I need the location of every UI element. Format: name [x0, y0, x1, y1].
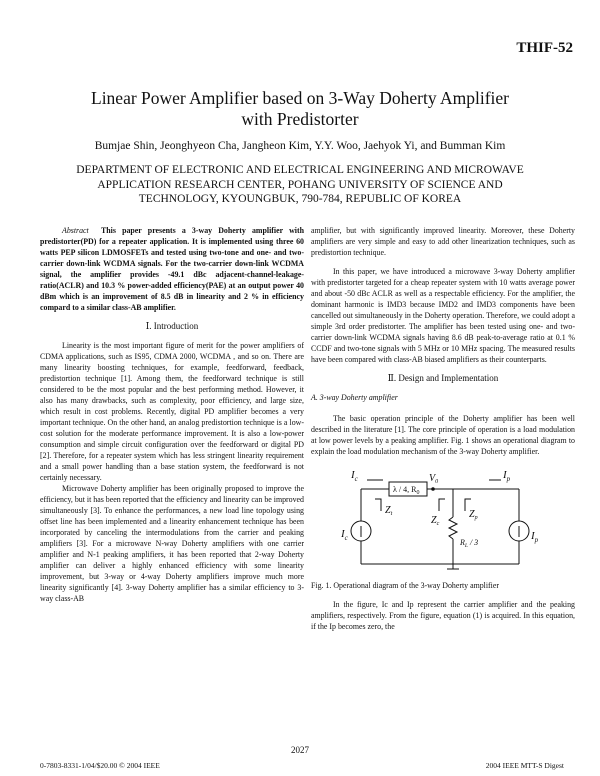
author-list: Bumjae Shin, Jeonghyeon Cha, Jangheon Kim, Y.Y. Woo, Jaehyok Yi, and Bumman Kim [94, 140, 506, 152]
paper-title [0, 88, 600, 130]
label-rl: $R_L / 3$ [460, 538, 479, 549]
section-heading-design: Ⅱ. Design and Implementation [387, 373, 499, 383]
zt-arrow [375, 499, 381, 511]
right-paragraph-3: The basic operation principle of the Doherty amplifier has been well described in the literature [1]. The core principle of operation is a load modulation at low power levels by a peaking amplifier. Fig. 1 shows an operational diagram to explain the load modulation mechanism of the 3-way Doherty amplifier. [311, 414, 575, 456]
section-heading-introduction: Ⅰ. Introduction [145, 321, 199, 331]
label-ic-source: $I_c$ [341, 528, 348, 542]
right-column [311, 225, 575, 632]
abstract [40, 225, 304, 313]
figure-1 [311, 469, 575, 574]
right-paragraph-4: In the figure, Ic and Ip represent the carrier amplifier and the peaking amplifiers, respectively. From the figure, equation (1) is acquired. In this equation, if the Ip becomes zero, the [311, 600, 575, 631]
right-paragraph-2: In this paper, we have introduced a microwave 3-way Doherty amplifier with predistorter targeted for a cheap repeater system with 10 watts average power and about -50 dBc ACLR as well as a respectable efficiency. For the amplifier, the dominant harmonic is IMD3 because IMD2 and IMD3 components have been cancelled out simultaneously in the Doherty operation. Therefore, we could adopt a simple 3rd order predistorter. The amplifier has been tested using one- and two-carrier down-link WCDMA signals having 8.6 dB peak-to-average ratio at 0.1 % CCDF and two-tone signals with 5 MHz or 10 MHz spacing. The measured results have been compared with class-AB biased amplifiers as their counterparts. [311, 267, 575, 364]
affiliation-line-2: APPLICATION RESEARCH CENTER, POHANG UNIVERSITY OF SCIENCE AND [97, 178, 503, 191]
affiliation [40, 163, 560, 207]
abstract-label: Abstract [62, 226, 89, 235]
label-tline: λ / 4, $R_0$ [393, 485, 420, 496]
figure-1-caption: Fig. 1. Operational diagram of the 3-way Doherty amplifier [311, 581, 500, 590]
footer-venue: 2004 IEEE MTT-S Digest [485, 761, 564, 770]
label-zp: $Z_p$ [469, 509, 478, 521]
right-paragraph-1: amplifier, but with significantly improved linearity. Moreover, these Doherty amplifiers are very simple and easy to add other linearization techniques, such as predistortion technique. [311, 226, 575, 257]
load-resistor [449, 517, 457, 539]
zc-arrow [439, 499, 445, 511]
label-ip-source: $I_p$ [531, 530, 539, 544]
title-line-1: Linear Power Amplifier based on 3-Way Doherty Amplifier [91, 88, 509, 108]
label-zt: $Z_t$ [385, 505, 393, 517]
title-line-2: with Predistorter [241, 109, 359, 129]
page-number: 2027 [291, 745, 309, 755]
label-v0: $V_0$ [429, 473, 439, 485]
intro-paragraph-2: Microwave Doherty amplifier has been originally proposed to improve the efficiency, but it has been reported that the efficiency and linearity can be improved simultaneously [3]. To enhance the performances, a new load line topology using offset line has been implemented and a linearity enhancement technique has been incorporated by canceling the intermodulations from the carrier and peaking amplifiers [3]. For a microwave N-way Doherty amplifiers with one carrier amplifier and N-1 peaking amplifiers, it has been reported that 2-way Doherty amplifier can deliver a highly enhanced efficiency with some linearity improvement, but 3-way or 4-way Doherty amplifiers improve much more linearity significantly [4]. 3-way Doherty amplifier has a similar efficiency to 3-way class-AB [40, 484, 304, 603]
footer-copyright: 0-7803-8331-1/04/$20.00 © 2004 IEEE [40, 761, 160, 770]
abstract-text: This paper presents a 3-way Doherty amplifier with predistorter(PD) for a repeater application. It is implemented using three 60 watts PEP silicon LDMOSFETs and tested using two-tone and one- and two-carrier down-link WCDMA signals. For the two-carrier down-link WCDMA signal, the amplifier provides -49.1 dBc adjacent-channel-leakage-ratio(ACLR) and 10.3 % power-added efficiency(PAE) at an output power 40 dBm which is an improvement of 8.5 dB in linearity and 2 % in efficiency compard to a similar class-AB amplifier. [40, 226, 304, 312]
node-v0 [431, 487, 435, 491]
intro-paragraph-1: Linearity is the most important figure of merit for the power amplifiers of CDMA applications, such as IS95, CDMA 2000, WCDMA , and so on. There are many linearity boosting techniques, for example, feedforward, feedback, predistortion technique [1]. Among them, the feedforward technique is still considered to be the most popular and the best performing method. However, it also has many drawbacks, such as complexity, poor efficiency, and large size, which result in cost problems. Recently, digital PD amplifier becomes a very important technique. On the other hand, an analog predistortion technique is a low-cost solution for the moderate performance improvement. It is also a low-power consumption and simple circuit configuration over the feedforward or digital PD [2]. Therefore, for a repeater system which has less stringent linearity requirement and a small power handling than a base station system, the feedforward is not certainly necessary. [40, 341, 304, 482]
affiliation-line-1: DEPARTMENT OF ELECTRONIC AND ELECTRICAL ENGINEERING AND MICROWAVE [76, 164, 524, 176]
paper-code: THIF-52 [516, 40, 573, 56]
affiliation-line-3: TECHNOLOGY, KYOUNGBUK, 790-784, REPUBLIC OF KOREA [138, 193, 462, 205]
label-ip-top: $I_p$ [503, 469, 511, 483]
doherty-circuit-diagram [341, 469, 541, 574]
label-ic-top: $I_c$ [351, 469, 358, 483]
left-column [40, 225, 304, 604]
label-zc: $Z_c$ [431, 515, 440, 527]
subsection-heading-a: A. 3-way Doherty amplifier [311, 393, 398, 402]
